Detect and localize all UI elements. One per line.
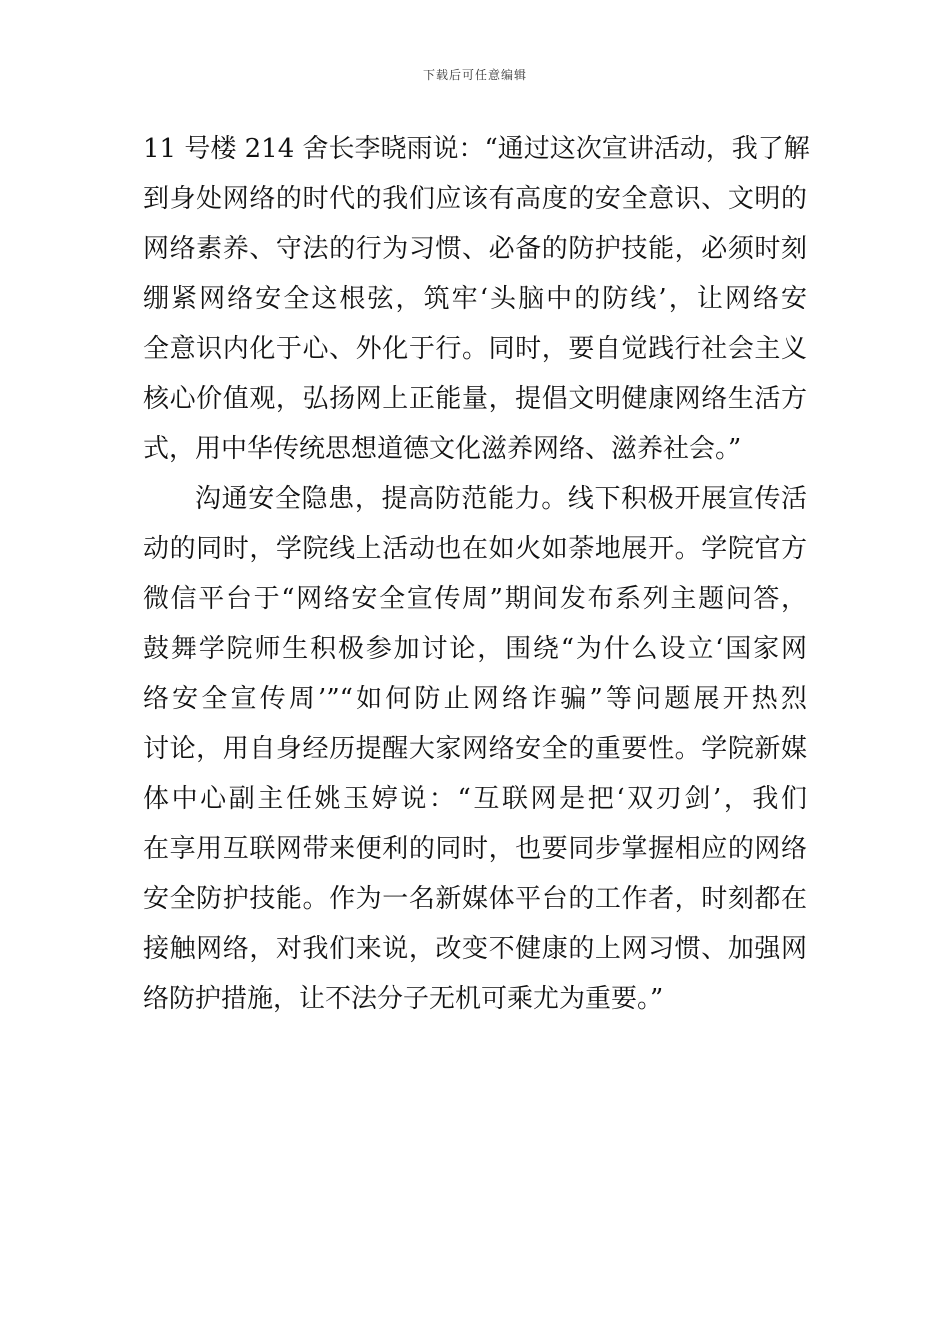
text-line: 式，用中华传统思想道德文化滋养网络、滋养社会。” (143, 434, 742, 464)
text-line: 沟通安全隐患，提高防范能力。线下积极开展宣传活 (195, 484, 807, 514)
text-line: 络防护措施，让不法分子无机可乘尤为重要。” (143, 984, 664, 1014)
text-line: 动的同时，学院线上活动也在如火如荼地展开。学院官方 (143, 534, 807, 564)
text-line: 微信平台于“网络安全宣传周”期间发布系列主题问答， (143, 584, 807, 614)
text-line: 网络素养、守法的行为习惯、必备的防护技能，必须时刻 (143, 234, 807, 264)
text-line: 11 号楼 214 舍长李晓雨说：“通过这次宣讲活动，我了解 (143, 134, 810, 164)
text-line: 鼓舞学院师生积极参加讨论，围绕“为什么设立‘国家网 (143, 634, 807, 664)
text-line: 在享用互联网带来便利的同时，也要同步掌握相应的网络 (143, 834, 807, 864)
page-header: 下载后可任意编辑 (422, 68, 527, 82)
text-line: 体中心副主任姚玉婷说：“互联网是把‘双刃剑’，我们 (143, 784, 807, 814)
paragraph-1 (143, 124, 810, 474)
text-line: 络安全宣传周’”“如何防止网络诈骗”等问题展开热烈 (143, 684, 807, 714)
text-line: 到身处网络的时代的我们应该有高度的安全意识、文明的 (143, 184, 807, 214)
text-line: 接触网络，对我们来说，改变不健康的上网习惯、加强网 (143, 934, 807, 964)
text-line: 核心价值观，弘扬网上正能量，提倡文明健康网络生活方 (143, 384, 807, 414)
paragraph-2 (143, 474, 807, 1024)
text-line: 讨论，用自身经历提醒大家网络安全的重要性。学院新媒 (143, 734, 807, 764)
text-line: 安全防护技能。作为一名新媒体平台的工作者，时刻都在 (143, 884, 807, 914)
text-line: 绷紧网络安全这根弦，筑牢‘头脑中的防线’，让网络安 (143, 284, 807, 314)
document-body (143, 124, 810, 1024)
text-line: 全意识内化于心、外化于行。同时，要自觉践行社会主义 (143, 334, 807, 364)
